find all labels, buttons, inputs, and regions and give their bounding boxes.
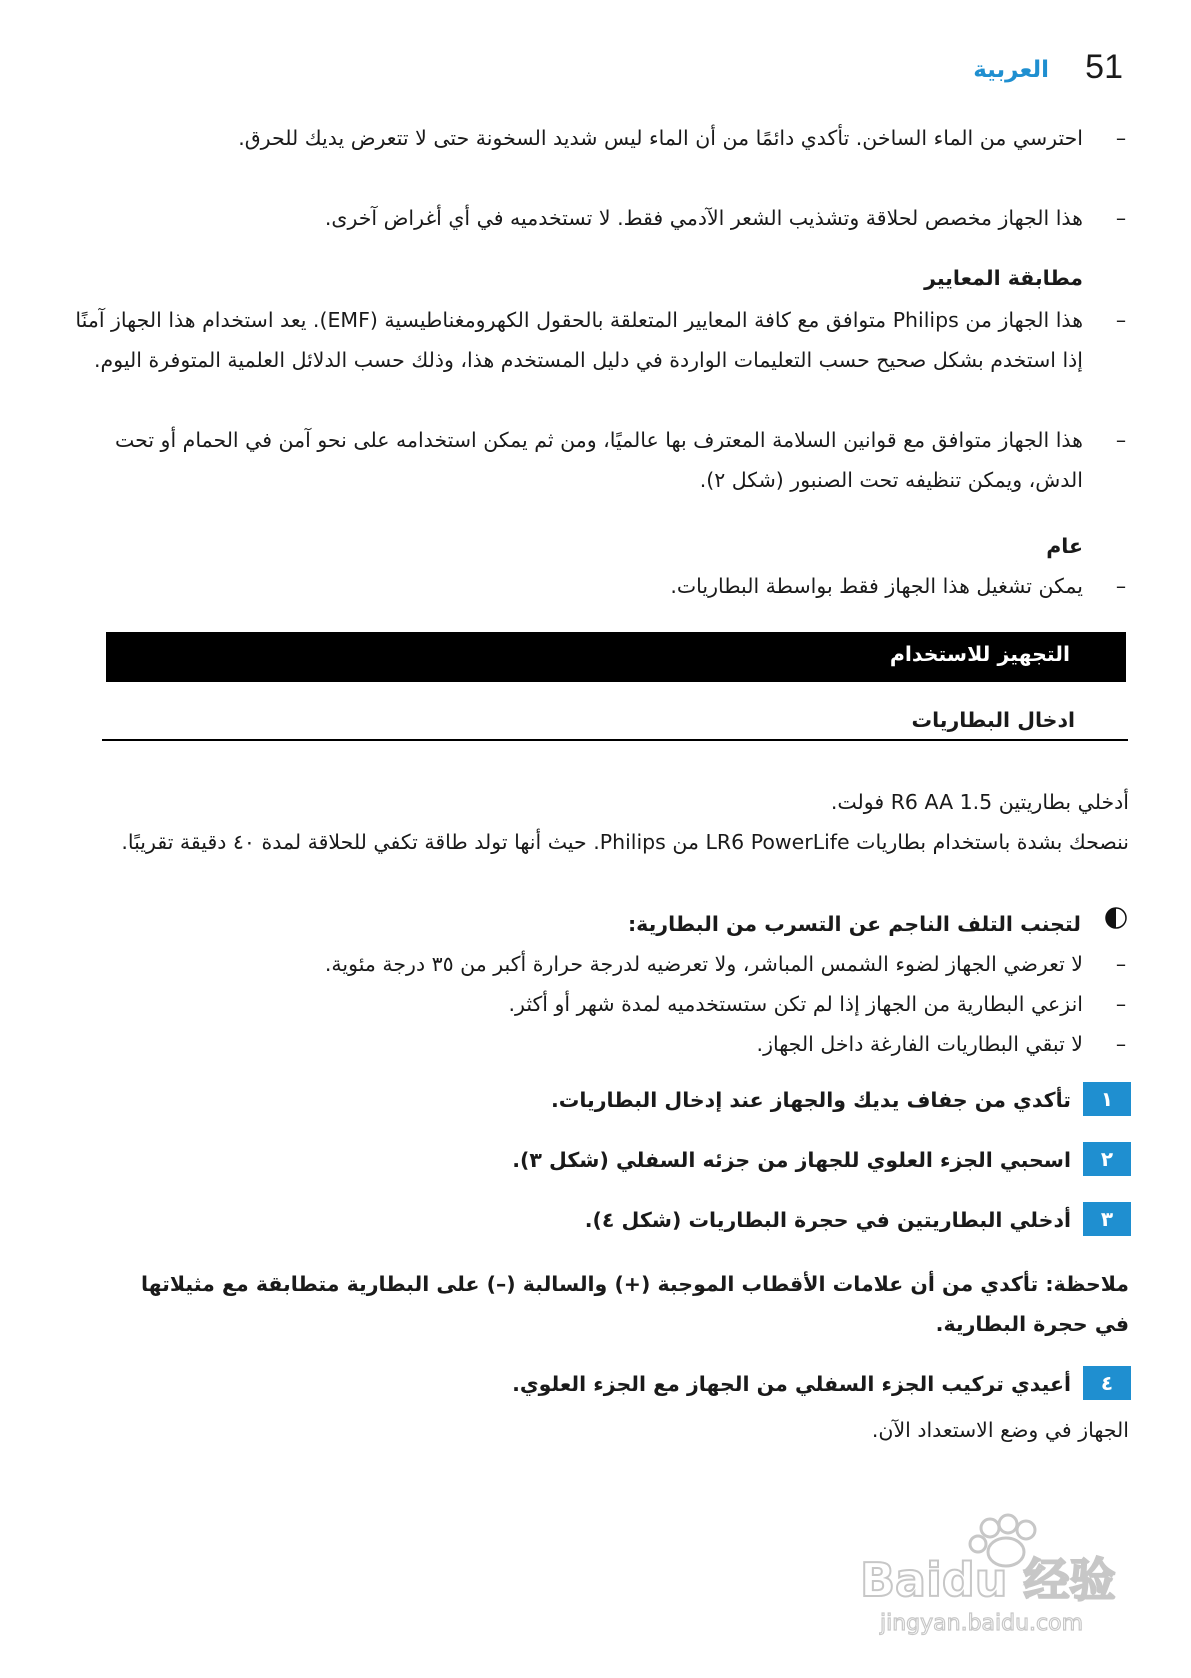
baidu-watermark (850, 1508, 1140, 1638)
safety-item (71, 198, 1131, 238)
watermark-url: jingyan.baidu.com (880, 1611, 1084, 1636)
standards-item-text: هذا الجهاز متوافق مع قوانين السلامة المعترف بها عالميًا، ومن ثم يمكن استخدامه على نحو آمن في الحمام أو تحت الدش، ويمكن تنظيفه تحت الصنبور (شكل ٢). (114, 428, 1083, 492)
step-4 (71, 1364, 1131, 1404)
leak-warning-item (71, 984, 1131, 1024)
closing-line: الجهاز في وضع الاستعداد الآن. (871, 1418, 1129, 1442)
dash-marker: – (1115, 126, 1127, 150)
step-number-badge: ١ (1083, 1082, 1131, 1116)
half-circle-bullet-icon (1104, 906, 1128, 930)
header-language: العربية (973, 57, 1049, 83)
general-item (71, 566, 1131, 606)
leak-warning-item-text: لا تبقي البطاريات الفارغة داخل الجهاز. (756, 1032, 1083, 1056)
leak-warning-item (71, 1024, 1131, 1064)
dash-marker: – (1115, 206, 1127, 230)
dash-marker: – (1115, 308, 1127, 332)
section-bar-title: التجهيز للاستخدام (889, 642, 1070, 666)
step-1 (71, 1080, 1131, 1120)
step-text: تأكدي من جفاف يديك والجهاز عند إدخال البطاريات. (550, 1088, 1071, 1112)
safety-item-text: هذا الجهاز مخصص لحلاقة وتشذيب الشعر الآدمي فقط. لا تستخدميه في أي أغراض آخرى. (324, 206, 1083, 230)
standards-item (71, 300, 1131, 420)
step-number-badge: ٤ (1083, 1366, 1131, 1400)
step-number-badge: ٢ (1083, 1142, 1131, 1176)
watermark-brand: Baidu 经验 (860, 1553, 1116, 1607)
dash-marker: – (1115, 1032, 1127, 1056)
leak-warning-item (71, 944, 1131, 984)
intro-line: أدخلي بطاريتين R6 AA 1.5 فولت. (830, 790, 1129, 814)
subsection-title: ادخال البطاريات (911, 708, 1075, 732)
subsection-rule (102, 739, 1128, 741)
dash-marker: – (1115, 992, 1127, 1016)
step-text: أعيدي تركيب الجزء السفلي من الجهاز مع الجزء العلوي. (512, 1372, 1071, 1396)
leak-warning-heading: لتجنب التلف الناجم عن التسرب من البطارية: (627, 912, 1081, 936)
standards-heading: مطابقة المعايير (924, 266, 1083, 290)
general-item-text: يمكن تشغيل هذا الجهاز فقط بواسطة البطاريات. (670, 574, 1083, 598)
page-number: 51 (1085, 48, 1123, 86)
dash-marker: – (1115, 574, 1127, 598)
dash-marker: – (1115, 952, 1127, 976)
standards-item (71, 420, 1131, 500)
general-heading: عام (1046, 534, 1083, 558)
dash-marker: – (1115, 428, 1127, 452)
section-bar (106, 632, 1126, 682)
step-number-badge: ٣ (1083, 1202, 1131, 1236)
battery-note: ملاحظة: تأكدي من أن علامات الأقطاب الموجبة (+) والسالبة (–) على البطارية متطابقة مع مثيلاتها في حجرة البطارية. (140, 1272, 1129, 1336)
standards-item-text: هذا الجهاز من Philips متوافق مع كافة المعايير المتعلقة بالحقول الكهرومغناطيسية (EMF). يعد استخدام هذا الجهاز آمنًا إذا استخدم بشكل صحيح حسب التعليمات الواردة في دليل المستخدم هذا، وذلك حسب الدلائل العلمية المتوفرة اليوم. (75, 308, 1083, 372)
safety-item-text: احترسي من الماء الساخن. تأكدي دائمًا من أن الماء ليس شديد السخونة حتى لا تتعرض يديك للحرق. (238, 126, 1083, 150)
safety-item (71, 118, 1131, 198)
step-text: أدخلي البطاريتين في حجرة البطاريات (شكل ٤). (584, 1208, 1071, 1232)
intro-paragraph: ننصحك بشدة باستخدام بطاريات LR6 PowerLife من Philips. حيث أنها تولد طاقة تكفي للحلاقة لمدة ٤٠ دقيقة تقريبًا. (121, 830, 1129, 854)
leak-warning-item-text: انزعي البطارية من الجهاز إذا لم تكن ستستخدميه لمدة شهر أو أكثر. (508, 992, 1083, 1016)
leak-warning-item-text: لا تعرضي الجهاز لضوء الشمس المباشر، ولا تعرضيه لدرجة حرارة أكبر من ٣٥ درجة مئوية. (324, 952, 1083, 976)
step-text: اسحبي الجزء العلوي للجهاز من جزئه السفلي (شكل ٣). (512, 1148, 1071, 1172)
step-3 (71, 1200, 1131, 1240)
step-2 (71, 1140, 1131, 1180)
